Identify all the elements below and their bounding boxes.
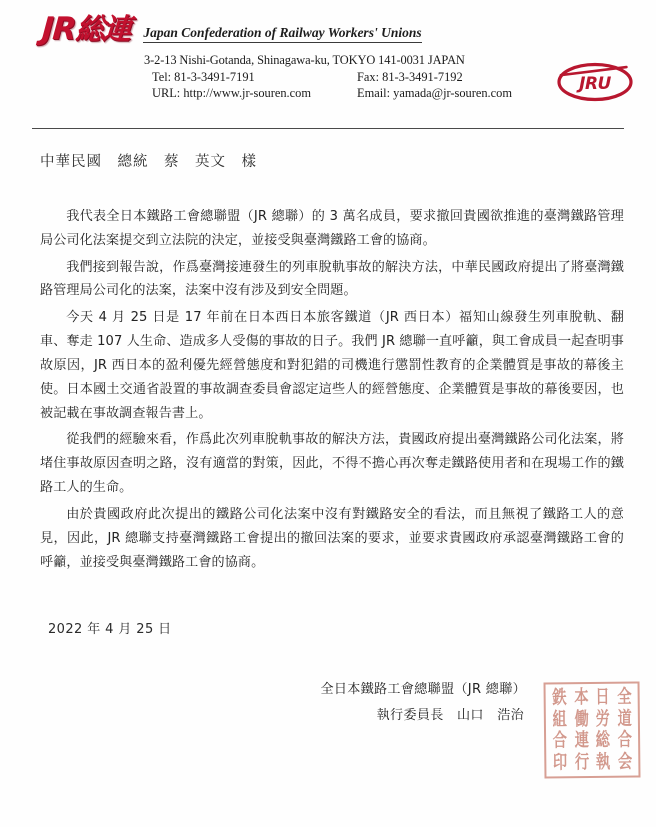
letterhead-top-row: [26, 11, 630, 47]
fax-number: Fax: 81-3-3491-7192: [357, 69, 463, 84]
body-paragraph: 從我們的經驗來看，作爲此次列車脫軌事故的解決方法，貴國政府提出臺灣鐵路公司化法案，將堵住事故原因查明之路，沒有適當的對策，因此，不得不擔心再次奪走鐵路使用者和在現場工作的鐵路工人的生命。: [40, 432, 624, 496]
seal-character: 合: [617, 728, 632, 752]
signature-signer-name: 執行委員長 山口 浩治: [376, 707, 524, 723]
organization-name-english: Japan Confederation of Railway Workers' Unions: [143, 25, 421, 43]
addressee-line: 中華民國 總統 蔡 英文 樣: [40, 154, 257, 170]
seal-character: 鉄: [552, 686, 567, 709]
seal-character: 行: [574, 750, 589, 774]
body-paragraph: 我代表全日本鐵路工會總聯盟（JR 總聯）的 3 萬名成員，要求撤回貴國欲推進的臺灣鐵路管理局公司化法案提交到立法院的決定，並接受與臺灣鐵路工會的協商。: [40, 209, 624, 248]
website-url[interactable]: URL: http://www.jr-souren.com: [152, 86, 311, 100]
svg-text:JRU: JRU: [579, 74, 611, 94]
office-address: 3-2-13 Nishi-Gotanda, Shinagawa-ku, TOKYO 141-0031 JAPAN: [144, 53, 465, 67]
seal-character: 合: [552, 729, 568, 752]
seal-character-grid: [549, 687, 636, 774]
jr-souren-logo: [40, 11, 131, 47]
seal-character: 連: [574, 728, 589, 752]
header-divider: [32, 128, 624, 129]
seal-character: 印: [552, 750, 568, 774]
jr-souren-logo-kanji: 総連: [74, 12, 131, 46]
signature-organization: 全日本鐵路工會總聯盟（JR 總聯）: [320, 682, 526, 698]
letterhead: [0, 0, 656, 104]
seal-character: 道: [616, 706, 632, 730]
body-paragraph: 由於貴國政府此次提出的鐵路公司化法案中沒有對鐵路安全的看法，而且無視了鐵路工人的意見，因此，JR 總聯支持臺灣鐵路工會提出的撤回法案的要求，並要求貴國政府承認臺灣鐵路工會的呼籲，並接受與臺灣鐵路工會的協商。: [40, 506, 624, 570]
letter-body: [0, 150, 656, 728]
telephone-number: Tel: 81-3-3491-7191: [152, 69, 255, 84]
letterhead-contact-block: [26, 52, 630, 102]
seal-character: 労: [595, 707, 610, 730]
seal-character: 会: [617, 749, 632, 773]
seal-character: 本: [573, 685, 589, 709]
jru-emblem-icon: [556, 62, 634, 102]
signature-block: [26, 677, 630, 728]
seal-character: 日: [595, 685, 610, 709]
official-red-seal-stamp: [544, 682, 641, 779]
jr-souren-logo-latin: JR: [40, 11, 77, 47]
email-address[interactable]: Email: yamada@jr-souren.com: [357, 86, 512, 100]
body-paragraph: 今天 4 月 25 日是 17 年前在日本西日本旅客鐵道（JR 西日本）福知山線發生列車脫軌、翻車、奪走 107 人生命、造成多人受傷的事故的日子。我們 JR 總聯一直呼籲，與工會成員一起查明事故原因，JR 西日本的盈利優先經營態度和對犯錯的司機進行懲罰性教育的企業體質是事故的幕後主使。日本國土交通省設置的事故調查委員會認定這些人的經營態度、企業體質是事故的幕後要因，也被記載在事故調查報告書上。: [40, 310, 624, 421]
body-paragraph: 我們接到報告說，作爲臺灣接連發生的列車脫軌事故的解決方法，中華民國政府提出了將臺灣鐵路管理局公司化的法案，法案中沒有涉及到安全問題。: [40, 259, 624, 299]
seal-character: 全: [616, 685, 632, 709]
seal-character: 働: [573, 707, 589, 731]
letter-date: 2022 年 4 月 25 日: [48, 622, 172, 638]
seal-character: 総: [595, 728, 611, 752]
seal-character: 組: [552, 707, 567, 731]
seal-character: 執: [595, 750, 611, 773]
